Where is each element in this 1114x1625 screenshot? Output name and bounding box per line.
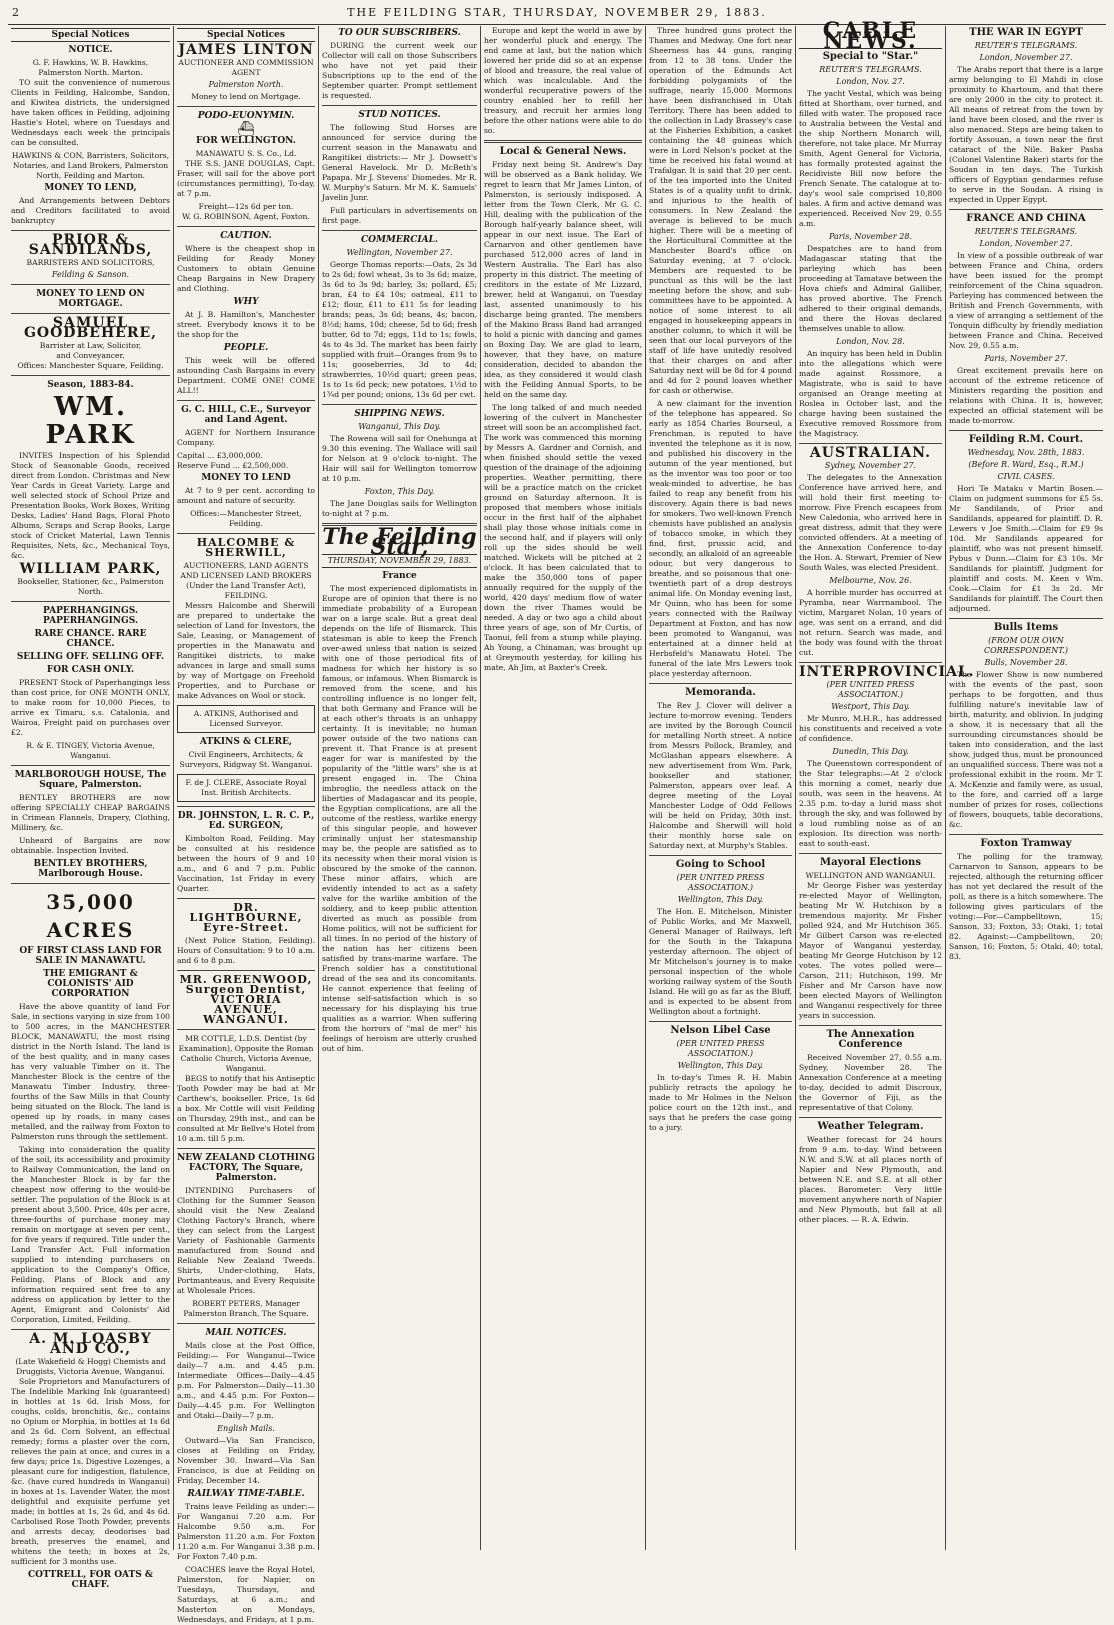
reuters-label: REUTER'S TELEGRAMS. <box>819 65 922 74</box>
caution-body: Where is the cheapest shop in Feilding for Ready Money Customers to obtain Genuine Cheap Bargains in New Drapery and Clothing. <box>177 244 315 293</box>
goodbehere-sub2: and Conveyancer, <box>56 351 125 360</box>
hawkins-firm: HAWKINS & CON, Barristers, Solicitors, Notaries, and Land Brokers, Palmerston North, Feilding and Marton. <box>11 151 170 180</box>
weather-body: Weather forecast for 24 hours from 9 a.m. to-day. Wind between N.W. and S.W. at all places north of Napier and New Plymouth, and between N.E. and S.E. at all other places. Barometer: Very little movement anywhere north of Napier and New Plymouth, but fall at all other places. — R. A. Edwin. <box>799 1135 942 1224</box>
france-body: The most experienced diplomatists in Europe are of opinion that there is no immediate probability of a European war on a large scale. But a great deal depends on the life of Bismarck. This statesman is able to keep the French over-awed unless that nation is seized with one of those periodical fits of madness for which her history is so famous, or infamous. When Bismarck is removed from the scene, and his controlling influence is no longer felt, that both Germany and France will be at each other's throats is an unhappy certainty. It is inevitable; no human power outside of the two nations can prevent it. That France is at present eager for war is manifested by the popularity of the "little wars" she is at present engaged in. The China imbroglio, the needless attack on the liberties of Madagascar and its people, the Egyptian complications, are all the outcome of the restless, warlike energy of this singular people, and however criminally unjust her statesmanship may be, the people are satisfied as to its necessity when their moral vision is obscured by the smoke of the cannon. These minor affairs, which are evidently intended to act as a safety valve for the warlike ambition of the soldiery, and to keep public attention diverted as much as possible from Home politics, will not be sufficient for all times. In no period of the history of the nation has her citizens been satisfied by trans-marine warfare. The French soldier has a constitutional dread of the sea and its concomitants. He cannot experience that feeling of intense self-satisfaction which is so necessary for his displaying his true qualities as a warrior. When suffering from the horrors of "mal de mer" his feelings of heroism are utterly crushed out of him. <box>322 584 477 1053</box>
english-body: Outward—Via San Francisco, closes at Feilding on Friday, November 30. Inward—Via San Francisco, is due at Feilding on Friday, December 14. <box>177 1436 315 1485</box>
freight: Freight—12s 6d per ton. <box>198 202 294 211</box>
inter-press: (PER UNITED PRESS ASSOCIATION.) <box>826 680 915 699</box>
going-press: (PER UNITED PRESS ASSOCIATION.) <box>676 873 765 892</box>
prior-loc: Feilding & Sanson. <box>51 270 130 279</box>
column-2 <box>173 26 318 1624</box>
johnston-body: Kimbolton Road, Feilding. May be consulted at his residence between the hours of 9 and 10 a.m., and 6 and 7 p.m. Public Vaccination, 1st Friday in every Quarter. <box>177 834 315 893</box>
rail-heading: RAILWAY TIME-TABLE. <box>187 1489 305 1499</box>
nz-clothing-title: NEW ZEALAND CLOTHING FACTORY, The Square, Palmerston. <box>177 1153 315 1183</box>
rm-date: Wednesday, Nov. 28th, 1883. <box>967 448 1085 457</box>
halcombe-body: Messrs Halcombe and Sherwill are prepared to undertake the selection of Land for Investors, the Sale, Leasing, or Management of properties in the Manawatu and Rangitikei districts, to make advances in large and small sums by way of Mortgage on Freehold Properties, and to Purchase or make Advances on Wool or stock. <box>177 601 315 700</box>
rm-before: (Before R. Ward, Esq., R.M.) <box>968 460 1084 469</box>
special-heading: Special to "Star." <box>822 51 919 62</box>
going-heading: Going to School <box>675 859 766 870</box>
paperhangings: PAPERHANGINGS. PAPERHANGINGS. <box>42 606 139 626</box>
fc-dateline: London, November 27. <box>979 239 1073 248</box>
why-body: At J. B. Hamilton's, Manchester street. Everybody knows it to be the shop for the <box>177 310 315 339</box>
why-heading: WHY <box>233 297 259 307</box>
australian-heading: AUSTRALIAN. <box>809 445 932 461</box>
johnston-title: DR. JOHNSTON, L. R. C. P., Ed. SURGEON, <box>177 811 315 831</box>
halcombe-title: HALCOMBE & SHERWILL, <box>196 536 296 559</box>
bentley-name: BENTLEY BROTHERS, Marlborough House. <box>33 859 148 879</box>
libel-heading: Nelson Libel Case <box>670 1025 771 1036</box>
commercial-dateline: Wellington, November 27. <box>346 248 453 257</box>
stud-heading: STUD NOTICES. <box>358 110 441 120</box>
paper-title: The Feilding Star, <box>322 524 477 560</box>
goodbehere-sub: Barrister at Law, Solicitor, <box>39 341 142 350</box>
egypt-body: The Arabs report that there is a large army belonging to El Mahdi in close proximity to Khartoum, and that there are only 2000 in the city to protect it. All means of retreat from the town by land have been closed, and the river is also menaced. Steps are being taken to fortify Assouan, a town near the first cataract of the Nile. Baker Pasha (Colonel Valentine Baker) starts for the Soudan in ten days. The Turkish officers of Egyptian gendarmes refuse to serve in the Soudan. A rising is expected in Upper Egypt. <box>949 65 1103 204</box>
dunedin-body: The Queenstown correspondent of the Star telegraphs:—At 2 o'clock this morning a comet, nearly due south, was seen in the heavens. At 2.35 p.m. to-day a lurid mass shot through the sky, and was followed by a loud rumbling noise as of an explosion. Its direction was north-east to south-east. <box>799 759 942 848</box>
marlborough: MARLBOROUGH HOUSE, The Square, Palmerston. <box>14 770 167 790</box>
lightbourne-title: DR. LIGHTBOURNE, Eyre-Street. <box>189 901 303 934</box>
robinson: W. G. ROBINSON, Agent, Foxton. <box>182 212 310 221</box>
coaches: COACHES leave the Royal Hotel, Palmerston, for Napier, on Tuesdays, Thursdays, and Saturdays, at 6 a.m.; and Masterton on Mondays, Wednesdays, and Fridays, at 1 p.m. <box>177 1565 315 1624</box>
foxton-tramway-body: The polling for the tramway, Carnarvon to Sanson, appears to be rejected, although the returning officer has not yet declared the result of the poll, as there is a hitch somewhere. The following gives particulars of the voting:—For—Campbelltown, 15; Sanson, 33; Foxton, 33; Otaki, 1; total 82. Against:—Campbelltown, 20; Sanson, 16; Foxton, 5; Otaki, 40; total, 83. <box>949 852 1103 961</box>
prior-sandilands-title: PRIOR & SANDILANDS, <box>28 232 153 258</box>
lightbourne-body: (Next Police Station, Feilding). Hours of Consultation: 9 to 10 a.m. and 6 to 8 p.m. <box>177 936 315 965</box>
acres-title: 35,000 ACRES <box>46 890 135 942</box>
london-body: The yacht Vestal, which was being fitted at Shortham, over turned, and filled with water. The proposed race to Australia between the Vestal and the ship Northern Monarch will, therefore, not take place. Mr Murray Smith, Agent General for Victoria, has formally protested against the Recidiviste Bill now before the French Senate. The catalogue at to-day's wool sale comprised 10,800 bales. A firm and active demand was experienced. Received Nov 29, 0.55 a.m. <box>799 89 942 228</box>
emigrant-body-2: Taking into consideration the quality of the soil, its accessibility and proximity to Railway Communication, the land on the Manchester Block is by far the cheapest now offering to the would-be settler. The population of the Block is at present about 3,500. Price, 40s per acre, three-fourths of purchase money may remain on mortgage at seven per cent., for five years if required. Title under the Land Transfer Act. Full information supplied to intending purchasers on application to the Company's Office, Feilding. Plans of Block and any information required sent free to any address on application by letter to the Agent, Emigrant and Colonists' Aid Corporation, Limited, Feilding. <box>11 1145 170 1324</box>
notice-body: TO suit the convenience of numerous Clients in Feilding, Halcombe, Sandon, and Kiwitea districts, the undersigned have taken offices in Feilding, adjoining Hastie's Hotel, where on Tuesdays and Wednesdays each week the principals can be consulted. <box>11 78 170 147</box>
column-7 <box>945 26 1106 1550</box>
paris-dateline: Paris, November 28. <box>829 232 912 241</box>
prior-sub: BARRISTERS AND SOLICITORS, <box>26 258 155 267</box>
rm-civil: CIVIL CASES. <box>997 472 1055 481</box>
selling-off: SELLING OFF. SELLING OFF. <box>16 652 165 662</box>
column-5 <box>645 26 795 1550</box>
local-body: Friday next being St. Andrew's Day will be observed as a Bank holiday. We regret to learn that Mr James Linton, of Palmerston, is seriously indisposed. A letter from the Town Clerk, Mr G. C. Hill, dealing with the publication of the Borough half-yearly balance sheet, will appear in our next issue. The Earl of Carnarvon and other gentlemen have purchased 512,000 acres of land in Western Australia. The Earl has also property in this district. The meeting of creditors in the estate of Mr Lizzard, brewer, held at Wanganui, on Tuesday last, assented unanimously to his discharge being granted. The members of the Makino Brass Band had arranged to hold a picnic with dancing and games on Boxing Day. We are glad to learn, however, that they have, on mature consideration, decided to abandon the idea, as they considered it would clash with the Feilding Annual Sports, to be held on the same day. <box>484 160 642 399</box>
mayoral-body: Mr George Fisher was yesterday re-elected Mayor of Wellington, beating Mr W. Hutchison by a tremendous majority. Mr Fisher polled 924, and Mr Hutchison 365. Mr Gilbert Carson was re-elected Mayor of Wanganui yesterday, beating Mr George Hutchison by 12 votes. The votes polled were—Carson, 211; Hutchison, 199. Mr Fisher and Mr Carson have now been elected Mayors of Wellington and Wanganui respectively for three years in succession. <box>799 881 942 1020</box>
libel-dateline: Wellington, This Day. <box>677 1061 764 1070</box>
egypt-heading: THE WAR IN EGYPT <box>969 27 1083 38</box>
season: Season, 1883-84. <box>47 380 134 390</box>
fc-paris-body: Great excitement prevails here on account of the extreme reticence of Ministers regarding the position and relations with China. It is, however, expected an official statement will be made to-morrow. <box>949 366 1103 425</box>
loasby-title: A. M. LOASBY AND CO., <box>29 1331 152 1357</box>
loasby-body: Sole Proprietors and Manufacturers of The Indelible Marking Ink (guaranteed) in bottles at 1s 6d. Irish Moss, for coughs, colds, bronchitis, &c., contains no Opium or Morphia, in bottles at 1s 6d and 2s 6d. Corn Solvent, an effectual remedy; forms a plaster over the corn, relieves the pain at once, and cures in a few days; price 1s. Digestive Lozenges, a pleasant cure for indigestion, flatulence, &c. (have cured hundreds in Wanganui) in boxes at 1s. Lavender Water, the most delightful and exquisite perfume yet made; in bottles at 1s, 2s 6d, and 4s 6d. Carbolised Rose Tooth Powder, prevents and arrests decay, deodorises bad breath, preserves the enamel, and whitens the teeth; in boxes at 2s, sufficient for 3 months use. <box>11 1377 170 1566</box>
capital: Capital ... £3,000,000. <box>177 451 263 460</box>
fc-paris-dateline: Paris, November 27. <box>984 354 1068 363</box>
reserve: Reserve Fund ... £2,500,000. <box>177 461 289 470</box>
rm-court-heading: Feilding R.M. Court. <box>968 434 1084 445</box>
stud-note: Full particulars in advertisements on first page. <box>322 206 477 225</box>
money-lend-body: At 7 to 9 per cent. according to amount and nature of security. <box>177 486 315 505</box>
column-3 <box>318 26 480 1550</box>
rare-chance: RARE CHANCE. RARE CHANCE. <box>34 629 147 649</box>
masthead <box>8 0 1106 25</box>
linton-title: JAMES LINTON <box>178 42 314 58</box>
foxton-dateline: Foxton, This Day. <box>364 487 435 496</box>
annexation-heading: The Annexation Conference <box>826 1029 915 1050</box>
mail-body: Mails close at the Post Office, Feilding:— For Wanganui—Twice daily—7 a.m. and 4.45 p.m. Intermediate Offices—Daily—4.45 p.m. For Palmerston—Daily—11.30 a.m., and 4.45 p.m. For Foxton—Daily—4.45 p.m. For Wellington and Otaki—Daily—7 p.m. <box>177 1341 315 1420</box>
cash-only: FOR CASH ONLY. <box>46 665 135 675</box>
column-6 <box>795 18 975 1550</box>
going-dateline: Wellington, This Day. <box>677 895 764 904</box>
notice-names: G. F. Hawkins, W. B. Hawkins, Palmerston North. Marton. <box>32 58 149 77</box>
subscribers-body: DURING the current week our Collector will call on those Subscribers who have not yet paid their Subscriptions up to the end of the September quarter. Prompt settlement is requested. <box>322 41 477 100</box>
cottle-title: MR COTTLE, L.D.S. Dentist (by Examination), Opposite the Roman Catholic Church, Victoria Avenue, Wanganui. <box>178 1034 314 1073</box>
bulls-corr: (FROM OUR OWN CORRESPONDENT.) <box>983 636 1069 655</box>
clere-card: F. de J. CLERE, Associate Royal Inst. British Architects. <box>177 774 315 802</box>
dunedin-dateline: Dunedin, This Day. <box>832 747 909 756</box>
page-number: 2 <box>12 5 21 19</box>
park-body: INVITES Inspection of his Splendid Stock of Seasonable Goods, received direct from London. Christmas and New Year Cards in Great Variety. Large and well selected stock of School Prize and Presentation Books, Work Boxes, Writing Desks, Ladies' Hand Bags, Floral Photo Albums, Scraps and Scrap Books, Large stock of Cricket Material, Lawn Tennis Requisites, Nets, &c., Mechanical Toys, &c. <box>11 451 170 560</box>
column-header: Special Notices <box>177 28 315 42</box>
podo-heading: PODO-EUONYMIN. <box>197 111 295 121</box>
money-lend-body: And Arrangements between Debtors and Creditors facilitated to avoid bankruptcy <box>11 196 170 225</box>
column-1 <box>8 26 173 1590</box>
nz-clothing-body: INTENDING Purchasers of Clothing for the Summer Season should visit the New Zealand Clothing Factory's Branch, where they can select from the Largest Variety of Fashionable Garments manufactured from Sound and Reliable New Zealand Tweeds. Shirts, Under-clothing, Hats, Portmanteaus, and Every Requisite at Wholesale Prices. <box>177 1186 315 1295</box>
egypt-dateline: London, November 27. <box>979 53 1073 62</box>
egypt-reuters: REUTER'S TELEGRAMS. <box>974 41 1078 50</box>
park-name: WILLIAM PARK, <box>19 561 162 577</box>
atkins-card: A. ATKINS, Authorised and Licensed Surveyor. <box>177 705 315 733</box>
cable-title: CABLE NEWS. <box>799 26 942 49</box>
linton-money: Money to lend on Mortgage. <box>191 92 301 101</box>
hill: G. C. HILL, C.E., Surveyor and Land Agent. <box>181 405 311 425</box>
column-4 <box>480 26 645 1550</box>
annexation-body: Received November 27, 0.55 a.m. Sydney, November 28. The Annexation Conference at a meeting to-day, decided to admit Discroux, the Governor of Fiji, as the representative of that Colony. <box>799 1053 942 1112</box>
sydney-body: The delegates to the Annexation Conference have arrived here, and will hold their first meeting to-morrow. Five French escapees from New Caledonia, who arrived here in great distress, admit that they were convicted offenders. At a meeting of the Annexation Conference to-day the Hon. A. Stewart, Premier of New South Wales, was elected President. <box>799 473 942 572</box>
mayoral-sub: WELLINGTON AND WANGANUI. <box>805 871 936 880</box>
money-mortgage: MONEY TO LEND ON MORTGAGE. <box>36 289 145 309</box>
cottrell: COTTRELL, FOR OATS & CHAFF. <box>28 1570 153 1590</box>
fc-reuters: REUTER'S TELEGRAMS. <box>974 227 1078 236</box>
bulls-dateline: Bulls, November 28. <box>984 658 1068 667</box>
paper-date: THURSDAY, NOVEMBER 29, 1883. <box>322 554 477 568</box>
greenwood-title: MR. GREENWOOD, Surgeon Dentist, VICTORIA AVENUE, WANGANUI. <box>179 973 313 1026</box>
manawatu-co: MANAWATU S. S. Co., Ld. <box>195 149 297 158</box>
english-mails: English Mails. <box>217 1424 275 1433</box>
bulls-body: The Flower Show is now numbered with the events of the past, soon perhaps to be forgotten, and thus fulfilling nature's inevitable law of birth, maturity, and oblivion. In judging a show, it is necessary that all the surrounding circumstances should be taken into consideration, and the last show, judged thus, must be pronounced an unqualified success. There was not a professional exhibit in the room. Mr T. A. McKenzie and family were, as usual, to the fore, and carried off a large number of prizes for roses, collections of flowers, bouquets, table decorations, &c. <box>949 670 1103 829</box>
london-dateline: London, Nov. 27. <box>836 77 905 86</box>
park-role: Bookseller, Stationer, &c., Palmerston North. <box>17 577 164 596</box>
column-header: Special Notices <box>11 28 170 42</box>
offices: Offices:—Manchester Street, Feilding. <box>190 509 302 528</box>
masthead-title: THE FEILDING STAR, THURSDAY, NOVEMBER 29, 1883. <box>347 5 767 19</box>
weather-heading: Weather Telegram. <box>817 1121 924 1132</box>
people-heading: PEOPLE. <box>223 343 269 353</box>
agent-body: AGENT for Northern Insurance Company. <box>177 428 315 447</box>
acres-sub: OF FIRST CLASS LAND FOR SALE IN MANAWATU. <box>19 946 162 966</box>
london2-body: An inquiry has been held in Dublin into the allegations which were made against Rossmore, a Magistrate, who is said to have organised an Orange meeting at Roslea in October last, and the charge having been sustained the Executive removed Rossmore from the Magistracy. <box>799 349 942 438</box>
bulls-heading: Bulls Items <box>993 622 1059 633</box>
local-body-2: The long talked of and much needed lowering of the culvert in Manchester street will soon be an accomplished fact. The work was commenced this morning by Messrs A. Gardner and Cornish, and when finished should settle the vexed question of the drainage of the adjoining properties. Weather permitting, there will be a practice match on the cricket ground on Saturday afternoon. It is proposed that members whose initials occur in the first half of the alphabet shall play those whose initials come in the second half, and if players will only roll up the sides should be well matched. Wickets will be pitched at 2 o'clock. It has been calculated that to make the 350,000 tons of paper annually required for the supply of the world, 420 days' medium flow of water down the river Thames would be needed. A day or two ago a child about three years of age, son of Mr Curtis, of Taonui, fell from a stump while playing. Ah Young, a Chinaman, was brought up at Greymouth yesterday, for killing his mate, Ah Jim, at Baxter's Creek. <box>484 403 642 672</box>
melbourne-dateline: Melbourne, Nov. 26. <box>829 576 912 585</box>
commercial-heading: COMMERCIAL. <box>360 235 439 245</box>
westport-dateline: Westport, This Day. <box>831 702 910 711</box>
shipping-body: The Rowena will sail for Onehunga at 9.30 this evening. The Wallace will sail for Nelson at 9 o'clock to-night. The Hair will sail for Wellington tomorrow at 10 p.m. <box>322 434 477 483</box>
loasby-sub: (Late Wakefield & Hogg) Chemists and Druggists, Victoria Avenue, Wanganui. <box>15 1357 166 1376</box>
libel-body: In to-day's Times R. H. Mabin publicly retracts the apology he made to Mr Holmes in the Nelson police court on the 12th inst., and says that he prefers the case going to a jury. <box>649 1073 792 1132</box>
local-heading: Local & General News. <box>499 146 627 157</box>
people-body: This week will be offered astounding Cash Bargains in every Department. COME ONE! COME ALL!! <box>177 356 315 395</box>
money-lend-heading: MONEY TO LEND <box>201 473 291 483</box>
mayoral-heading: Mayoral Elections <box>820 857 921 868</box>
fc-body: In view of a possible outbreak of war between France and China, orders have been issued for the prompt reinforcement of the China squadron. Parleying has commenced between the British and French Governments, with a view of arranging a settlement of the Tonquin difficulty by friendly mediation between France and China. Received Nov. 29, 0.55 a.m. <box>949 251 1103 350</box>
cash-body: PRESENT Stock of Paperhangings less than cost price, for ONE MONTH ONLY, to make room for 10,000 Pieces, to arrive ex Timaru, s.s. Catalonia, and Wairoa, Freight paid on purchases over £2. <box>11 678 170 737</box>
france-china-heading: FRANCE AND CHINA <box>966 213 1086 224</box>
stud-body: The following Stud Horses are announced for service during the current season in the Manawatu and Rangitikei districts:— Mr J. Dowsett's General Havelock. Mr D. McBeth's Papapa. Mr J. Stevens' Diomedes. Mr R. W. Murphy's Saturn. Mr M. K. Samuels' Javelin Junr. <box>322 123 477 202</box>
cottle-body: BEGS to notify that his Antiseptic Tooth Powder may be had at Mr Carthew's, bookseller. Price, 1s 6d a box. Mr Cottle will visit Feilding on Thursday, 29th inst., and can be consulted at Mr Bellve's Hotel from 10 a.m. till 5 p.m. <box>177 1074 315 1143</box>
france-heading: France <box>382 571 417 581</box>
london2-dateline: London, Nov. 28. <box>836 337 905 346</box>
bentley-more: Unheard of Bargains are now obtainable. Inspection Invited. <box>11 836 170 855</box>
memoranda-heading: Memoranda. <box>685 687 756 698</box>
goodbehere-title: SAMUEL GOODBEHERE, <box>23 315 158 341</box>
notice-title: NOTICE. <box>68 45 113 55</box>
atkins-clere-sub: Civil Engineers, Architects, & Surveyors, Ridgway St. Wanganui. <box>179 750 313 769</box>
peters: ROBERT PETERS, Manager Palmerston Branch, The Square. <box>183 1299 309 1318</box>
going-body: The Hon. E. Mitchelson, Minister of Public Works, and Mr Maxwell, General Manager of Railways, left for the South in the Takapuna yesterday afternoon. The object of Mr Mitchelson's journey is to make personal inspection of the whole working railway system of the South Island. He will go as far as the Bluff, and is expected to be absent from Wellington about a fortnight. <box>649 907 792 1016</box>
sydney-dateline: Sydney, November 27. <box>824 461 917 470</box>
tingey: R. & E. TINGEY, Victoria Avenue, Wanganui. <box>26 741 155 760</box>
interprovincial-heading: INTERPROVINCIAL. <box>799 664 975 680</box>
emigrant-title: THE EMIGRANT & COLONISTS' AID CORPORATION <box>43 969 138 999</box>
linton-loc: Palmerston North. <box>208 80 284 89</box>
emigrant-body: Have the above quantity of land For Sale, in sections varying in size from 100 to 500 acres, in the MANCHESTER BLOCK, MANAWATU, the most rising district in the North Island. The land is of the best quality, and in many cases has very valuable Timber on it. The Manchester Block is the centre of the Manawatu Timber Industry, three-fourths of the Saw Mills in that County being situated on the Block. The land is opened up by roads, in many cases metalled, and the railway from Foxton to Palmerston runs through the settlement. <box>11 1002 170 1141</box>
foxton-body: The Jane Douglas sails for Wellington to-night at 7 p.m. <box>322 499 477 518</box>
foxton-tramway-heading: Foxton Tramway <box>980 838 1072 849</box>
bentley-body: BENTLEY BROTHERS are now offering SPECIALLY CHEAP BARGAINS in Crimean Flannels, Drapery, Clothing, Millinery, &c. <box>11 793 170 832</box>
halcombe-sub: AUCTIONEERS, LAND AGENTS AND LICENSED LAND BROKERS (Under the Land Transfer Act), FEILDING. <box>180 561 312 600</box>
rm-body: Hori Te Mataku v Martin Bosen.—Claim on judgment summons for £5 5s. Mr Sandilands, of Prior and Sandilands, appeared for plaintiff. D. R. Lewers v Joe Smith.—Claim for £9 9s 10d. Mr Sandilands appeared for plaintiff, who was not present himself. Pybus v Dunn.—Claim for £3 10s. Mr Sandilands for plaintiff. Judgment for plaintiff and costs. M. Keen v Wm. Cook.—Claim for £1 3s 2d. Mr Sandilands for plaintiff. The Court then adjourned. <box>949 484 1103 613</box>
editorial-continued: Europe and kept the world in awe by her wonderful pluck and energy. The end came at last, but the nation which lowered her pride did so at an expense of blood and treasure, the real value of which was incalculable. And the wonderful recuperative powers of the country enabled her to refill her treasury, and recruit her armies long before the other nations were able to do so. <box>484 26 642 135</box>
mail-heading: MAIL NOTICES. <box>205 1328 287 1338</box>
memoranda-body: The Rev J. Clover will deliver a lecture to-morrow evening. Tenders are invited by the Borough Council for metalling North street. A notice from Messrs Pollock, Bramley, and McGlashan appears elsewhere. A new advertisement from Wm. Park, bookseller and stationer, Palmerston, appears over leaf. A degree meeting of the Loyal Manchester Lodge of Odd Fellows will be held on Friday, 30th inst. Halcombe and Sherwill will hold their monthly horse sale on Saturday next, at Murphy's Stables. <box>649 701 792 850</box>
wellington-heading: FOR WELLINGTON. <box>196 136 296 146</box>
westport-body: Mr Munro, M.H.R., has addressed his constituents and received a vote of confidence. <box>799 714 942 743</box>
goodbehere-office: Offices: Manchester Square, Feilding. <box>17 361 164 370</box>
news-mid: A new claimant for the invention of the telephone has appeared. So early as 1854 Charles Bourseul, a Frenchman, is reputed to have invented the telephone as it is now, and published his discovery in the autumn of the year mentioned, but as the inventor was too poor or too weak-minded to advertise, he has failed to reap any benefit from his discovery. Again there is bad news for smokers. Two well-known French chemists have published an analysis of tobacco smoke, in which they find, first, prussic acid, and secondly, an alkaloid of an agreeable odour, but very dangerous to breathe, and so poisonous that one-twentieth part of a drop destroys animal life. On Monday evening last, Mr Quinn, who has been for some years connected with the Railway Department at Foxton, and has now been promoted to Wanganui, was entertained at a dinner held at Herbsfeld's Manawatu Hotel. The funeral of the late Mrs Lewers took place yesterday afternoon. <box>649 399 792 678</box>
steamship-icon: ⛴ <box>237 121 255 137</box>
newspaper-page <box>8 18 1106 1624</box>
linton-sub: AUCTIONEER AND COMMISSION AGENT <box>178 58 314 77</box>
jane-douglas: THE S.S. JANE DOUGLAS, Capt. Fraser, will sail for the above port (circumstances permitting), To-day, at 7 p.m. <box>177 159 315 198</box>
paris-body: Despatches are to hand from Madagascar stating that the parleying which has been proceeding at Tamatave between the Hova chiefs and Admiral Galliber, has proved abortive. The French adhered to their original demands, and there the Hovas declared themselves unable to allow. <box>799 244 942 333</box>
shipping-dateline: Wanganui, This Day. <box>358 422 441 431</box>
rail-body: Trains leave Feilding as under:— For Wanganui 7.20 a.m. For Halcombe 9.50 a.m. For Palmerston 11.20 a.m. For Foxton 11.20 a.m. For Wanganui 3.38 p.m. For Foxton 7.40 p.m. <box>177 1502 315 1561</box>
libel-press: (PER UNITED PRESS ASSOCIATION.) <box>676 1039 765 1058</box>
shipping-heading: SHIPPING NEWS. <box>354 409 445 419</box>
commercial-body: George Thomas reports:—Oats, 2s 3d to 2s 6d; fowl wheat, 3s to 3s 6d; maize, 3s 6d to 3s 9d; barley, 3s; pollard, £5; bran, £4 to £4 10s; oatmeal, £11 to £12; flour, £11 to £11 5s for leading brands; peas, 3s 6d; beans, 4s; bacon, 8½d; hams, 10d; cheese, 5d to 6d; fresh butter, 6d to 7d; eggs, 11d to 1s; fowls, 4s to 4s 3d. The market has been fairly supplied with fruit—Oranges from 9s to 11s; gooseberries, 3d to 4d; strawberries, 10½d quart; green peas, 1s to 1s 6d peck; new potatoes, 1½d to 1¾d per pound; onions, 13s 6d per cwt. <box>322 260 477 399</box>
news-top: Three hundred guns protect the Thames and Medway. One fort near Sheerness has 44 guns, ranging from 12 to 38 tons. Under the operation of the Edmunds Act forbidding polygamists of the suffrage, nearly 15,000 Mormons have been disfranchised in Utah Territory. There has been added to the collection in Lady Brassey's case at the Fisheries Exhibition, a casket containing the 48 guineas which were in Lord Nelson's pocket at the time he received his fatal wound at Trafalgar. It is said that 20 per cent. of the tea imported into the United States is of a quality unfit to drink, and injurious to the health of consumers. In New Zealand the average is believed to be much higher. There will be a meeting of the Horticultural Committee at the Manchester Board's office on Saturday evening, at 7 o'clock. Members are requested to be punctual as this will be the last meeting before the show, and sub-committees have to be appointed. A notice of some interest to all engaged in housekeeping appears in another column, to which it will be seen that our local purveyors of the staff of life have unitedly resolved that their charges on and after Saturday next will be 8d for 4 pound and 4d for 2 pound loaves whether for cash or otherwise. <box>649 26 792 395</box>
money-lend-heading: MONEY TO LEND, <box>44 183 137 193</box>
subscribers-heading: TO OUR SUBSCRIBERS. <box>338 28 461 38</box>
melbourne-body: A horrible murder has occurred at Pyramba, near Warrnambool. The victim, Margaret Nolan, 10 years of age, was sent on a errand, and did not return. Search was made, and the body was found with the throat cut. <box>799 588 942 657</box>
atkins-clere: ATKINS & CLERE, <box>199 737 293 747</box>
caution-heading: CAUTION. <box>220 231 272 241</box>
park-title: WM. PARK <box>45 392 136 450</box>
